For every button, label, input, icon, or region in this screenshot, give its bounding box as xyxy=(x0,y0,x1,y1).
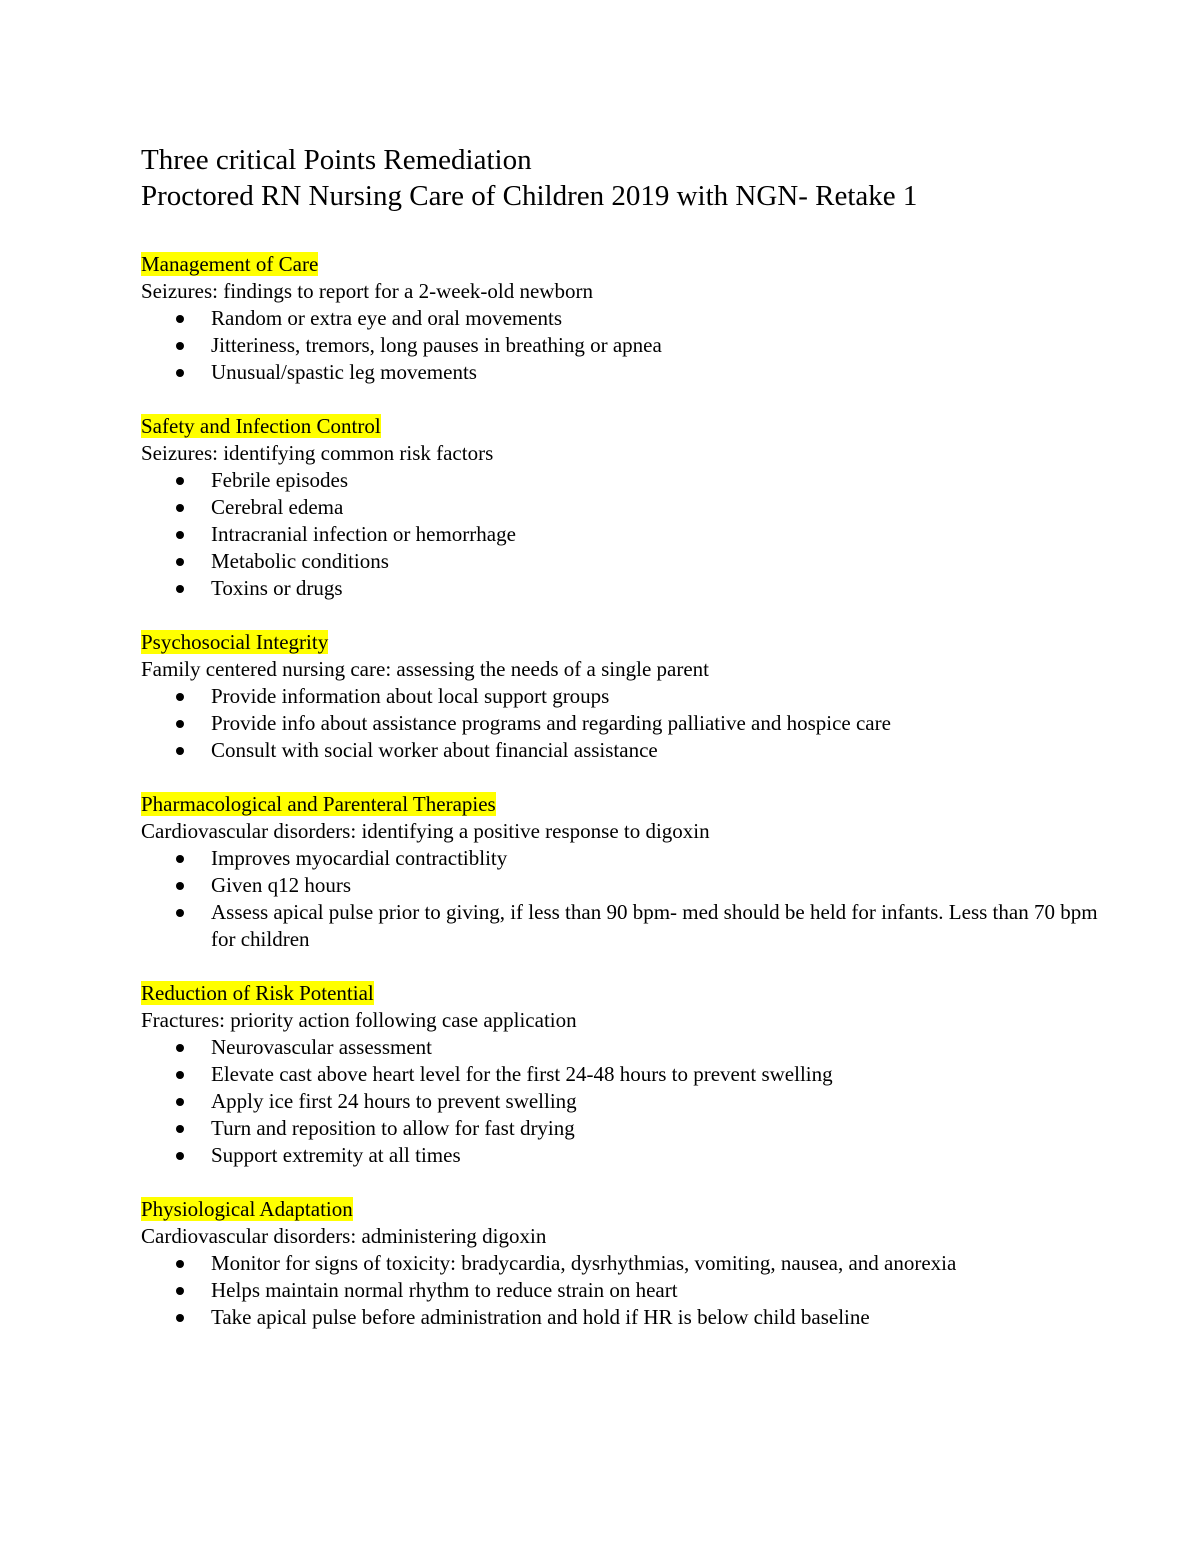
list-item-text: Assess apical pulse prior to giving, if less than 90 bpm- med should be held for infants. Less than 70 bpm for children xyxy=(211,900,1098,951)
document-title xyxy=(141,142,1101,214)
list-item xyxy=(141,1034,1101,1061)
list-item xyxy=(141,872,1101,899)
list-item xyxy=(141,1088,1101,1115)
bullet-list xyxy=(141,305,1101,386)
bullet-list xyxy=(141,1034,1101,1169)
bullet-icon xyxy=(176,747,184,755)
bullet-list xyxy=(141,467,1101,602)
section xyxy=(141,251,1101,386)
list-item xyxy=(141,305,1101,332)
list-item xyxy=(141,467,1101,494)
sections-container xyxy=(141,251,1101,1331)
section-heading xyxy=(141,1196,1101,1223)
bullet-icon xyxy=(176,477,184,485)
list-item-text: Unusual/spastic leg movements xyxy=(211,360,477,384)
bullet-icon xyxy=(176,720,184,728)
list-item xyxy=(141,575,1101,602)
bullet-icon xyxy=(176,882,184,890)
list-item xyxy=(141,710,1101,737)
list-item xyxy=(141,548,1101,575)
bullet-icon xyxy=(176,1044,184,1052)
section-heading xyxy=(141,629,1101,656)
bullet-icon xyxy=(176,1098,184,1106)
list-item-text: Toxins or drugs xyxy=(211,576,343,600)
section xyxy=(141,413,1101,602)
list-item-text: Monitor for signs of toxicity: bradycardia, dysrhythmias, vomiting, nausea, and anorexia xyxy=(211,1251,957,1275)
list-item xyxy=(141,899,1101,953)
list-item-text: Helps maintain normal rhythm to reduce strain on heart xyxy=(211,1278,678,1302)
list-item-text: Improves myocardial contractiblity xyxy=(211,846,508,870)
list-item-text: Turn and reposition to allow for fast drying xyxy=(211,1116,575,1140)
list-item-text: Take apical pulse before administration and hold if HR is below child baseline xyxy=(211,1305,870,1329)
list-item-text: Provide info about assistance programs and regarding palliative and hospice care xyxy=(211,711,891,735)
highlighted-heading-text: Psychosocial Integrity xyxy=(141,630,329,654)
bullet-icon xyxy=(176,1260,184,1268)
list-item-text: Intracranial infection or hemorrhage xyxy=(211,522,516,546)
highlighted-heading-text: Safety and Infection Control xyxy=(141,414,381,438)
highlighted-heading-text: Pharmacological and Parenteral Therapies xyxy=(141,792,496,816)
section-heading xyxy=(141,980,1101,1007)
list-item xyxy=(141,1250,1101,1277)
bullet-icon xyxy=(176,1314,184,1322)
section-topic: Cardiovascular disorders: identifying a positive response to digoxin xyxy=(141,819,710,843)
bullet-icon xyxy=(176,558,184,566)
list-item-text: Random or extra eye and oral movements xyxy=(211,306,563,330)
bullet-icon xyxy=(176,855,184,863)
list-item-text: Neurovascular assessment xyxy=(211,1035,433,1059)
section-topic: Family centered nursing care: assessing the needs of a single parent xyxy=(141,657,709,681)
bullet-icon xyxy=(176,315,184,323)
bullet-icon xyxy=(176,531,184,539)
list-item xyxy=(141,683,1101,710)
list-item-text: Apply ice first 24 hours to prevent swelling xyxy=(211,1089,577,1113)
bullet-icon xyxy=(176,909,184,917)
section-topic: Seizures: identifying common risk factors xyxy=(141,441,494,465)
list-item-text: Provide information about local support groups xyxy=(211,684,610,708)
list-item xyxy=(141,1115,1101,1142)
list-item-text: Given q12 hours xyxy=(211,873,351,897)
bullet-list xyxy=(141,845,1101,953)
list-item xyxy=(141,1277,1101,1304)
highlighted-heading-text: Management of Care xyxy=(141,252,319,276)
list-item xyxy=(141,332,1101,359)
section-heading xyxy=(141,791,1101,818)
bullet-icon xyxy=(176,1125,184,1133)
section-heading xyxy=(141,413,1101,440)
bullet-icon xyxy=(176,1071,184,1079)
bullet-list xyxy=(141,683,1101,764)
bullet-icon xyxy=(176,1287,184,1295)
document-body xyxy=(141,142,1101,1358)
bullet-icon xyxy=(176,1152,184,1160)
title-line-1: Three critical Points Remediation xyxy=(141,144,532,176)
list-item-text: Cerebral edema xyxy=(211,495,344,519)
section-topic: Seizures: findings to report for a 2-week-old newborn xyxy=(141,279,593,303)
list-item xyxy=(141,1061,1101,1088)
list-item-text: Febrile episodes xyxy=(211,468,349,492)
list-item-text: Support extremity at all times xyxy=(211,1143,461,1167)
bullet-icon xyxy=(176,693,184,701)
bullet-list xyxy=(141,1250,1101,1331)
list-item xyxy=(141,521,1101,548)
bullet-icon xyxy=(176,342,184,350)
list-item xyxy=(141,737,1101,764)
title-line-2: Proctored RN Nursing Care of Children 2019 with NGN- Retake 1 xyxy=(141,180,918,212)
list-item xyxy=(141,845,1101,872)
list-item-text: Metabolic conditions xyxy=(211,549,389,573)
highlighted-heading-text: Physiological Adaptation xyxy=(141,1197,353,1221)
section xyxy=(141,980,1101,1169)
bullet-icon xyxy=(176,504,184,512)
list-item-text: Elevate cast above heart level for the first 24-48 hours to prevent swelling xyxy=(211,1062,833,1086)
section-topic: Cardiovascular disorders: administering digoxin xyxy=(141,1224,547,1248)
section-heading xyxy=(141,251,1101,278)
list-item-text: Consult with social worker about financial assistance xyxy=(211,738,658,762)
list-item-text: Jitteriness, tremors, long pauses in breathing or apnea xyxy=(211,333,662,357)
section xyxy=(141,1196,1101,1331)
section xyxy=(141,629,1101,764)
bullet-icon xyxy=(176,585,184,593)
list-item xyxy=(141,1142,1101,1169)
list-item xyxy=(141,359,1101,386)
list-item xyxy=(141,1304,1101,1331)
highlighted-heading-text: Reduction of Risk Potential xyxy=(141,981,374,1005)
section xyxy=(141,791,1101,953)
list-item xyxy=(141,494,1101,521)
section-topic: Fractures: priority action following case application xyxy=(141,1008,577,1032)
bullet-icon xyxy=(176,369,184,377)
